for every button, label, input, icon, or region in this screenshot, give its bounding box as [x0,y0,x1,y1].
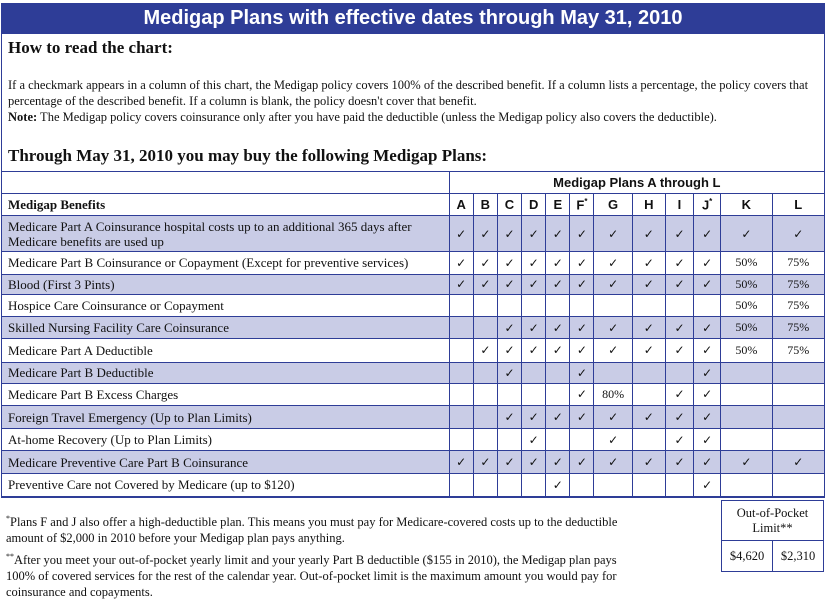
checkmark-icon: ✓ [449,451,473,473]
benefit-label: Medicare Part B Coinsurance or Copayment (Except for preventive services) [2,252,450,274]
out-of-pocket-limit-box [721,500,824,572]
checkmark-icon: ✓ [570,252,594,274]
benefit-label: Preventive Care not Covered by Medicare (up to $120) [2,473,450,496]
checkmark-icon: ✓ [497,274,521,294]
checkmark-icon: ✓ [594,339,632,362]
checkmark-icon: ✓ [473,252,497,274]
checkmark-icon: ✓ [694,339,721,362]
empty-cell [522,473,546,496]
checkmark-icon: ✓ [694,405,721,428]
empty-cell [473,294,497,316]
checkmark-icon: ✓ [665,405,693,428]
empty-cell [522,362,546,383]
empty-cell [473,362,497,383]
plan-column-header [570,194,594,216]
empty-cell [632,473,665,496]
checkmark-icon: ✓ [632,339,665,362]
plans-group-title: Medigap Plans A through L [449,172,824,194]
table-corner [2,172,450,194]
checkmark-icon: ✓ [570,339,594,362]
empty-cell [497,383,521,405]
checkmark-icon: ✓ [522,317,546,339]
table-row [2,252,825,274]
checkmark-icon: ✓ [546,252,570,274]
coverage-percent: 50% [721,339,772,362]
plan-column-header [772,194,825,216]
checkmark-icon: ✓ [721,216,772,252]
checkmark-icon: ✓ [694,274,721,294]
checkmark-icon: ✓ [546,317,570,339]
plan-letter: K [741,197,752,212]
checkmark-icon: ✓ [594,252,632,274]
checkmark-icon: ✓ [694,429,721,451]
checkmark-icon: ✓ [522,405,546,428]
how-to-read-paragraph: If a checkmark appears in a column of this chart, the Medigap policy covers 100% of the described benefit. If a column lists a percentage, the policy covers that percentage of the described benefit. If a column is blank, the policy doesn't cover that benefit. [8,78,809,108]
plan-column-header [546,194,570,216]
empty-cell [772,473,825,496]
empty-cell [546,383,570,405]
checkmark-icon: ✓ [694,216,721,252]
checkmark-icon: ✓ [546,405,570,428]
coverage-percent: 50% [721,294,772,316]
checkmark-icon: ✓ [665,383,693,405]
table-row [2,317,825,339]
checkmark-icon: ✓ [449,252,473,274]
table-row [2,451,825,473]
checkmark-icon: ✓ [497,339,521,362]
checkmark-icon: ✓ [665,429,693,451]
empty-cell [721,383,772,405]
empty-cell [694,294,721,316]
empty-cell [473,429,497,451]
empty-cell [449,339,473,362]
coverage-percent: 75% [772,317,825,339]
table-row [2,294,825,316]
checkmark-icon: ✓ [570,216,594,252]
empty-cell [721,405,772,428]
coverage-percent: 80% [594,383,632,405]
empty-cell [721,473,772,496]
benefit-label: Blood (First 3 Pints) [2,274,450,294]
empty-cell [497,294,521,316]
checkmark-icon: ✓ [594,405,632,428]
benefit-label: Medicare Part B Deductible [2,362,450,383]
footnote-high-deductible [6,511,626,546]
empty-cell [772,383,825,405]
empty-cell [473,473,497,496]
plan-letter: I [677,197,682,212]
empty-cell [632,383,665,405]
medigap-plans-table [1,171,825,497]
empty-cell [449,294,473,316]
checkmark-icon: ✓ [632,252,665,274]
plan-column-header [522,194,546,216]
through-heading: Through May 31, 2010 you may buy the following Medigap Plans: [8,146,488,165]
plan-column-header [721,194,772,216]
table-row [2,339,825,362]
plan-letter: C [504,197,515,212]
coverage-percent: 75% [772,294,825,316]
benefit-label: Skilled Nursing Facility Care Coinsurance [2,317,450,339]
out-of-pocket-k-value: $4,620 [722,541,773,572]
checkmark-icon: ✓ [570,317,594,339]
empty-cell [497,473,521,496]
empty-cell [772,405,825,428]
empty-cell [594,294,632,316]
note-label: Note: [8,110,38,124]
plan-column-header [497,194,521,216]
empty-cell [594,362,632,383]
plan-column-header [473,194,497,216]
checkmark-icon: ✓ [632,405,665,428]
table-row [2,216,825,252]
checkmark-icon: ✓ [694,317,721,339]
checkmark-icon: ✓ [497,451,521,473]
coverage-percent: 50% [721,252,772,274]
out-of-pocket-l-value: $2,310 [773,541,824,572]
checkmark-icon: ✓ [522,216,546,252]
benefit-label: Foreign Travel Emergency (Up to Plan Limits) [2,405,450,428]
empty-cell [721,429,772,451]
plan-letter: B [480,197,491,212]
checkmark-icon: ✓ [546,339,570,362]
footnote-text: After you meet your out-of-pocket yearly limit and your yearly Part B deductible ($155 in 2010), the Medigap plan pays 100% of covered services for the rest of the calendar year. Out-of-pocket limit is the maximum amount you would pay for coinsurance and copayments. [6,553,617,600]
checkmark-icon: ✓ [473,451,497,473]
coverage-percent: 75% [772,252,825,274]
checkmark-icon: ✓ [473,216,497,252]
empty-cell [473,405,497,428]
empty-cell [449,405,473,428]
empty-cell [665,294,693,316]
checkmark-icon: ✓ [546,216,570,252]
benefit-label: Medicare Part B Excess Charges [2,383,450,405]
checkmark-icon: ✓ [632,216,665,252]
empty-cell [546,362,570,383]
how-to-read-text [8,77,818,125]
footnote-mark: ** [6,552,14,561]
checkmark-icon: ✓ [665,216,693,252]
checkmark-icon: ✓ [570,383,594,405]
empty-cell [772,429,825,451]
plan-column-header [632,194,665,216]
out-of-pocket-label: Out-of-Pocket Limit** [722,501,824,541]
plan-letter: J [701,197,710,213]
empty-cell [449,362,473,383]
plan-column-header [694,194,721,216]
table-row [2,473,825,496]
benefit-label: At-home Recovery (Up to Plan Limits) [2,429,450,451]
empty-cell [570,429,594,451]
plan-footnote-mark: * [584,196,588,206]
checkmark-icon: ✓ [497,216,521,252]
empty-cell [632,362,665,383]
checkmark-icon: ✓ [497,405,521,428]
table-row [2,405,825,428]
checkmark-icon: ✓ [594,451,632,473]
empty-cell [497,429,521,451]
empty-cell [522,383,546,405]
checkmark-icon: ✓ [772,451,825,473]
coverage-percent: 75% [772,274,825,294]
table-row [2,383,825,405]
empty-cell [721,362,772,383]
plan-column-header [665,194,693,216]
empty-cell [665,473,693,496]
checkmark-icon: ✓ [665,317,693,339]
table-row [2,429,825,451]
coverage-percent: 50% [721,317,772,339]
checkmark-icon: ✓ [665,339,693,362]
checkmark-icon: ✓ [570,274,594,294]
checkmark-icon: ✓ [594,429,632,451]
plan-letter: L [794,197,803,212]
empty-cell [570,294,594,316]
plan-footnote-mark: * [709,196,713,206]
checkmark-icon: ✓ [546,451,570,473]
checkmark-icon: ✓ [721,451,772,473]
checkmark-icon: ✓ [473,274,497,294]
checkmark-icon: ✓ [665,252,693,274]
empty-cell [449,383,473,405]
empty-cell [449,317,473,339]
checkmark-icon: ✓ [449,274,473,294]
how-to-read-heading: How to read the chart: [8,38,173,57]
table-row [2,274,825,294]
benefit-label: Medicare Part A Deductible [2,339,450,362]
table-row [2,362,825,383]
empty-cell [570,473,594,496]
checkmark-icon: ✓ [570,362,594,383]
plan-letter: E [553,197,563,212]
empty-cell [665,362,693,383]
checkmark-icon: ✓ [473,339,497,362]
empty-cell [449,429,473,451]
checkmark-icon: ✓ [665,274,693,294]
checkmark-icon: ✓ [570,405,594,428]
checkmark-icon: ✓ [497,362,521,383]
benefit-label: Medicare Part A Coinsurance hospital costs up to an additional 365 days after Medicare benefits are used up [2,216,450,252]
checkmark-icon: ✓ [546,274,570,294]
checkmark-icon: ✓ [594,274,632,294]
empty-cell [632,294,665,316]
checkmark-icon: ✓ [694,451,721,473]
empty-cell [546,294,570,316]
empty-cell [473,317,497,339]
empty-cell [522,294,546,316]
plan-letter: F [576,197,585,213]
empty-cell [632,429,665,451]
benefit-label: Medicare Preventive Care Part B Coinsurance [2,451,450,473]
checkmark-icon: ✓ [694,383,721,405]
footnote-text: Plans F and J also offer a high-deductible plan. This means you must pay for Medicare-covered costs up to the deductible amount of $2,000 in 2010 before your Medigap plan pays anything. [6,515,618,546]
empty-cell [546,429,570,451]
plan-letter: A [456,197,466,212]
checkmark-icon: ✓ [594,317,632,339]
checkmark-icon: ✓ [632,274,665,294]
checkmark-icon: ✓ [694,362,721,383]
footnote-mark: * [6,514,10,523]
checkmark-icon: ✓ [497,317,521,339]
empty-cell [449,473,473,496]
checkmark-icon: ✓ [570,451,594,473]
page-title: Medigap Plans with effective dates through May 31, 2010 [1,3,825,34]
empty-cell [772,362,825,383]
empty-cell [473,383,497,405]
checkmark-icon: ✓ [522,451,546,473]
checkmark-icon: ✓ [522,252,546,274]
checkmark-icon: ✓ [665,451,693,473]
checkmark-icon: ✓ [632,451,665,473]
checkmark-icon: ✓ [772,216,825,252]
checkmark-icon: ✓ [449,216,473,252]
note-text: The Medigap policy covers coinsurance only after you have paid the deductible (unless the Medigap policy also covers the deductible). [37,110,717,124]
checkmark-icon: ✓ [522,274,546,294]
checkmark-icon: ✓ [522,429,546,451]
plan-column-header [594,194,632,216]
checkmark-icon: ✓ [694,252,721,274]
checkmark-icon: ✓ [594,216,632,252]
checkmark-icon: ✓ [694,473,721,496]
coverage-percent: 50% [721,274,772,294]
plan-column-header [449,194,473,216]
footnote-out-of-pocket [6,549,626,600]
checkmark-icon: ✓ [632,317,665,339]
benefits-column-header: Medigap Benefits [2,194,450,216]
plan-letter: D [528,197,539,212]
plan-letter: G [608,197,619,212]
checkmark-icon: ✓ [522,339,546,362]
empty-cell [594,473,632,496]
coverage-percent: 75% [772,339,825,362]
checkmark-icon: ✓ [546,473,570,496]
plan-letter: H [644,197,654,212]
checkmark-icon: ✓ [497,252,521,274]
benefit-label: Hospice Care Coinsurance or Copayment [2,294,450,316]
